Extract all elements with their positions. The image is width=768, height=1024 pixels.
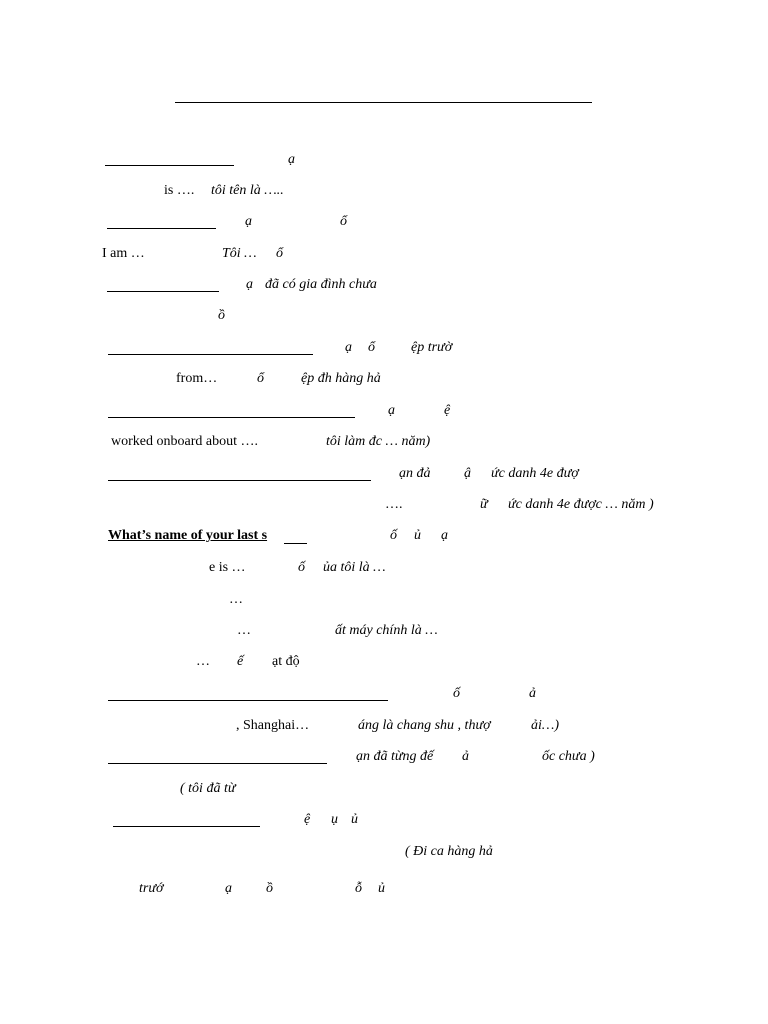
question-text: ủ xyxy=(378,881,385,896)
question-text: ủ xyxy=(351,812,358,827)
translation-text: ổ xyxy=(276,246,283,261)
translation-text: Tôi … xyxy=(222,246,257,261)
translation-text: ệp đh hàng hả xyxy=(301,371,381,386)
question-text: What’s name of your last s xyxy=(108,528,268,543)
question-text: ố xyxy=(390,528,397,543)
answer-blank xyxy=(107,291,219,292)
question-text: ạ xyxy=(441,528,448,543)
translation-text: ất máy chính là … xyxy=(335,623,438,638)
sample-answer-text: …. xyxy=(385,497,403,512)
translation-text: ữ xyxy=(480,497,488,512)
question-text: ố xyxy=(453,686,460,701)
answer-blank xyxy=(108,700,388,701)
answer-blank xyxy=(108,354,313,355)
sample-answer-text: worked onboard about …. xyxy=(111,434,258,449)
answer-blank xyxy=(108,417,355,418)
answer-blank xyxy=(108,763,327,764)
translation-text: ải…) xyxy=(531,718,559,733)
translation-text: ạt độ xyxy=(272,654,300,669)
sample-answer-text: from… xyxy=(176,371,218,386)
sample-answer-text: e is … xyxy=(209,560,246,575)
question-text: ức danh 4e đượ xyxy=(491,466,579,481)
question-text: ỗ xyxy=(355,881,362,896)
answer-blank xyxy=(105,165,234,166)
question-text: ả xyxy=(462,749,469,764)
sample-answer-text: I am … xyxy=(102,246,145,261)
question-text: ạ xyxy=(345,340,352,355)
translation-text: ố xyxy=(298,560,305,575)
sample-answer-text: … xyxy=(196,654,210,669)
sample-answer-text: , Shanghai… xyxy=(236,718,310,733)
question-text: ồ xyxy=(266,881,273,896)
question-text: ạ xyxy=(246,277,253,292)
translation-text: ( tôi đã từ xyxy=(180,781,236,796)
question-text: ạ xyxy=(245,214,252,229)
title-underline xyxy=(175,102,592,103)
question-text: ổ xyxy=(368,340,375,355)
question-text: ả xyxy=(529,686,536,701)
question-text: ệp trườ xyxy=(411,340,453,355)
sample-answer-text: … xyxy=(237,623,251,638)
sample-answer-text: … xyxy=(229,592,243,607)
question-text: ệ xyxy=(304,812,311,827)
question-text: đã có gia đình chưa xyxy=(265,277,377,292)
translation-text: tôi làm đc … năm) xyxy=(326,434,431,449)
translation-text: ế xyxy=(237,654,244,669)
question-text: ạn đả xyxy=(399,466,431,481)
question-text: ạ xyxy=(288,152,295,167)
answer-blank xyxy=(108,480,371,481)
question-text: ụ xyxy=(331,812,338,827)
question-text: ổ xyxy=(340,214,347,229)
question-text: ậ xyxy=(464,466,471,481)
sample-answer-text: is …. xyxy=(164,183,195,198)
answer-blank xyxy=(284,543,307,544)
translation-text: ồ xyxy=(218,308,225,323)
translation-text: ( Đi ca hàng hả xyxy=(405,844,493,859)
translation-text: ủa tôi là … xyxy=(323,560,386,575)
question-text: ủ xyxy=(414,528,421,543)
translation-text: ức danh 4e được … năm ) xyxy=(508,497,654,512)
answer-blank xyxy=(113,826,260,827)
question-text: ệ xyxy=(444,403,451,418)
translation-text: tôi tên là ….. xyxy=(211,183,284,198)
question-text: trướ xyxy=(139,881,164,896)
question-text: ạ xyxy=(225,881,232,896)
question-text: ạ xyxy=(388,403,395,418)
translation-text: ổ xyxy=(257,371,264,386)
translation-text: áng là chang shu , thượ xyxy=(358,718,491,733)
answer-blank xyxy=(107,228,216,229)
question-text: ốc chưa ) xyxy=(542,749,595,764)
question-text: ạn đã từng đế xyxy=(356,749,434,764)
